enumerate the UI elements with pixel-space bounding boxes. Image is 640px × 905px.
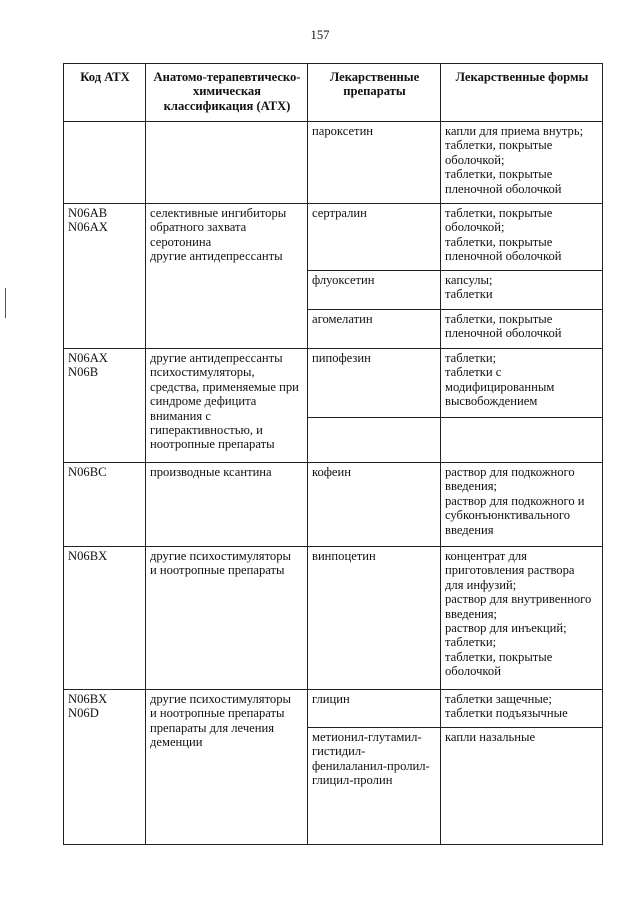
cell-text-line: раствор для инъекций; — [445, 621, 567, 636]
scan-margin-mark — [5, 288, 6, 318]
cell-text-line: введения; — [445, 479, 498, 494]
table-row — [64, 690, 603, 728]
cell-text-line: N06AB — [68, 206, 108, 220]
header-forms — [441, 64, 603, 122]
cell-text-line: глицин — [312, 692, 350, 706]
cell-text-line: гистидил- — [312, 744, 366, 759]
classification-cell — [146, 204, 308, 349]
cell-text-line: агомелатин — [312, 312, 373, 326]
cell-text-line: фенилаланил-пролил- — [312, 758, 430, 773]
dosage-forms-cell — [441, 547, 603, 690]
cell-text-line: синдроме дефицита — [150, 394, 257, 409]
cell-text-line: флуоксетин — [312, 273, 375, 287]
cell-text-line: введения — [445, 522, 494, 537]
cell-text-line: пипофезин — [312, 351, 371, 365]
cell-text-line: глицил-пролин — [312, 773, 393, 788]
cell-text-line: внимания с — [150, 408, 211, 423]
cell-text-line: концентрат для — [445, 549, 527, 563]
cell-text-line: высвобождением — [445, 394, 538, 409]
drug-name-cell — [308, 418, 441, 463]
cell-text-line: деменции — [150, 735, 203, 750]
drug-name-cell — [308, 204, 441, 271]
cell-text-line: таблетки с — [445, 365, 502, 380]
atc-code-cell — [64, 122, 146, 204]
cell-text-line: Лекарственные формы — [455, 70, 589, 84]
cell-text-line: для инфузий; — [445, 577, 517, 592]
drug-name-cell — [308, 547, 441, 690]
cell-text-line: пленочной оболочкой — [445, 249, 562, 264]
cell-text-line: обратного захвата — [150, 220, 247, 235]
atc-code-cell — [64, 690, 146, 845]
cell-text-line: сертралин — [312, 206, 367, 220]
cell-text-line: и ноотропные препараты — [150, 706, 285, 721]
table-row — [64, 547, 603, 690]
cell-text-line: химическая — [193, 84, 261, 99]
cell-text-line: винпоцетин — [312, 549, 376, 563]
drug-name-cell — [308, 310, 441, 349]
dosage-forms-cell — [441, 728, 603, 845]
dosage-forms-cell — [441, 418, 603, 463]
cell-text-line: оболочкой — [445, 664, 501, 679]
cell-text-line: N06BX — [68, 692, 108, 706]
dosage-forms-cell — [441, 463, 603, 547]
cell-text-line: пароксетин — [312, 124, 374, 138]
cell-text-line: таблетки подъязычные — [445, 706, 568, 721]
cell-text-line: гиперактивностью, и — [150, 423, 263, 438]
header-drugs — [308, 64, 441, 122]
cell-text-line: психостимуляторы, — [150, 365, 255, 380]
table-row — [64, 349, 603, 418]
cell-text-line: Код АТХ — [80, 70, 130, 84]
cell-text-line: капли для приема внутрь; — [445, 124, 584, 138]
cell-text-line: модифицированным — [445, 379, 555, 394]
drug-name-cell — [308, 349, 441, 418]
cell-text-line: оболочкой; — [445, 220, 505, 235]
cell-text-line: производные ксантина — [150, 465, 272, 479]
header-atc-code — [64, 64, 146, 122]
classification-cell — [146, 547, 308, 690]
cell-text-line: средства, применяемые при — [150, 379, 299, 394]
classification-cell — [146, 349, 308, 463]
dosage-forms-cell — [441, 204, 603, 271]
cell-text-line: раствор для подкожного и — [445, 493, 585, 508]
drug-name-cell — [308, 271, 441, 310]
drug-name-cell — [308, 463, 441, 547]
cell-text-line: таблетки, покрытые — [445, 649, 553, 664]
cell-text-line: серотонина — [150, 234, 212, 249]
cell-text-line: N06B — [68, 365, 99, 380]
drug-table — [63, 63, 603, 845]
atc-code-cell — [64, 204, 146, 349]
page-number: 157 — [310, 28, 330, 42]
cell-text-line: таблетки, покрытые — [445, 206, 553, 220]
cell-text-line: другие психостимуляторы — [150, 549, 291, 563]
cell-text-line: пленочной оболочкой — [445, 181, 562, 196]
cell-text-line: метионил-глутамил- — [312, 730, 422, 744]
cell-text-line: Анатомо-терапевтическо- — [153, 70, 301, 84]
classification-cell — [146, 463, 308, 547]
cell-text-line: препараты — [343, 84, 406, 99]
cell-text-line: таблетки, покрытые — [445, 234, 553, 249]
classification-cell — [146, 690, 308, 845]
drug-name-cell — [308, 728, 441, 845]
table-header-row — [64, 64, 603, 122]
atc-code-cell — [64, 349, 146, 463]
cell-text-line: N06BX — [68, 549, 108, 563]
table-row — [64, 204, 603, 271]
cell-text-line: препараты для лечения — [150, 720, 275, 735]
cell-text-line: классификация (АТХ) — [163, 98, 291, 113]
cell-text-line: оболочкой; — [445, 152, 505, 167]
cell-text-line: другие психостимуляторы — [150, 692, 291, 706]
cell-text-line: таблетки, покрытые — [445, 167, 553, 182]
cell-text-line: таблетки; — [445, 351, 497, 365]
cell-text-line: N06D — [68, 706, 99, 721]
cell-text-line: раствор для подкожного — [445, 465, 575, 479]
cell-text-line: N06BC — [68, 465, 107, 479]
cell-text-line: другие антидепрессанты — [150, 249, 283, 264]
cell-text-line: таблетки, покрытые — [445, 138, 553, 153]
cell-text-line: капли назальные — [445, 730, 536, 744]
dosage-forms-cell — [441, 690, 603, 728]
cell-text-line: субконъюнктивального — [445, 508, 571, 523]
cell-text-line: таблетки, покрытые — [445, 312, 553, 326]
atc-code-cell — [64, 547, 146, 690]
cell-text-line: N06AX — [68, 351, 108, 365]
cell-text-line: капсулы; — [445, 273, 493, 287]
dosage-forms-cell — [441, 271, 603, 310]
cell-text-line: N06AX — [68, 220, 108, 235]
cell-text-line: и ноотропные препараты — [150, 563, 285, 578]
cell-text-line: приготовления раствора — [445, 563, 575, 578]
dosage-forms-cell — [441, 122, 603, 204]
dosage-forms-cell — [441, 349, 603, 418]
drug-name-cell — [308, 122, 441, 204]
cell-text-line: таблетки; — [445, 635, 497, 650]
table-row — [64, 122, 603, 204]
cell-text-line: таблетки защечные; — [445, 692, 552, 706]
cell-text-line: другие антидепрессанты — [150, 351, 283, 365]
cell-text-line: кофеин — [312, 465, 352, 479]
cell-text-line: ноотропные препараты — [150, 437, 275, 452]
classification-cell — [146, 122, 308, 204]
dosage-forms-cell — [441, 310, 603, 349]
atc-code-cell — [64, 463, 146, 547]
cell-text-line: Лекарственные — [329, 70, 420, 84]
cell-text-line: селективные ингибиторы — [150, 206, 287, 220]
cell-text-line: введения; — [445, 606, 498, 621]
cell-text-line: таблетки — [445, 287, 493, 302]
cell-text-line: раствор для внутривенного — [445, 592, 592, 607]
header-classification — [146, 64, 308, 122]
table-row — [64, 463, 603, 547]
cell-text-line: пленочной оболочкой — [445, 326, 562, 341]
drug-name-cell — [308, 690, 441, 728]
